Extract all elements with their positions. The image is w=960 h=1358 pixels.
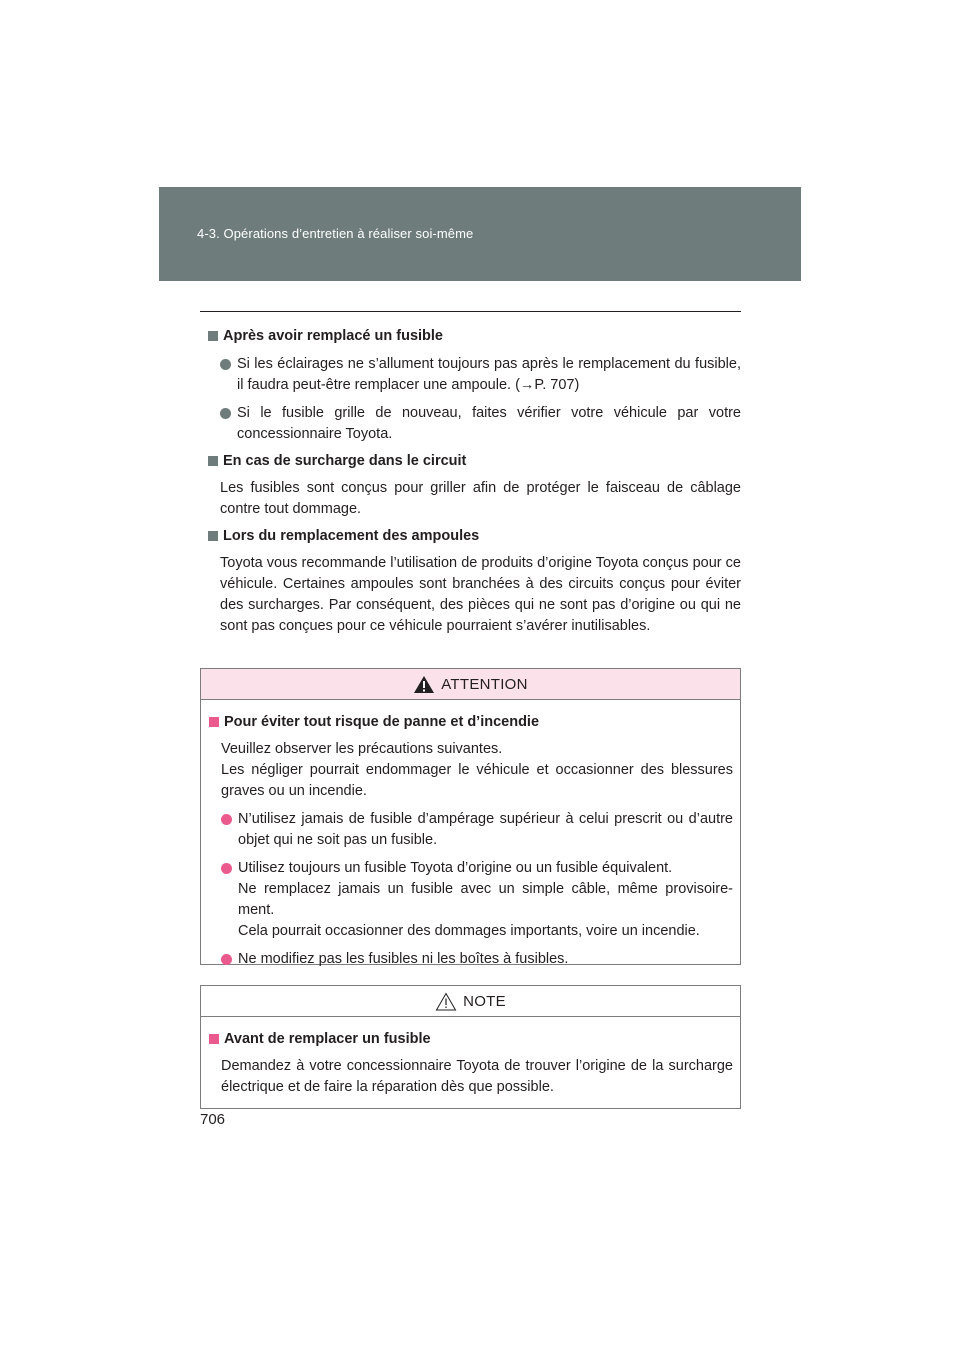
page-number: 706 <box>200 1111 226 1128</box>
section-text: Les fusibles sont conçus pour griller afin de protéger le faisceau de câblage contre tout dommage. <box>220 480 741 517</box>
section-bulb-replacement <box>200 526 741 637</box>
note-title: NOTE <box>463 992 506 1010</box>
note-box <box>200 985 741 1109</box>
list-item: Si les éclairages ne s’allument toujours pas après le remplacement du fusible, il faudra peut-être remplacer une ampoule. (→P. 707) <box>200 354 741 396</box>
square-bullet-icon <box>208 531 218 541</box>
list-item: N’utilisez jamais de fusible d’ampérage supérieur à celui prescrit ou d’autre objet qui ne soit pas un fusible. <box>201 809 733 851</box>
round-bullet-icon <box>221 954 232 965</box>
section-heading: En cas de surcharge dans le circuit <box>200 451 741 472</box>
attention-box <box>200 668 741 965</box>
list-item: Utilisez toujours un fusible Toyota d’origine ou un fusible équivalent. Ne remplacez jamais un fusible avec un simple câble, même provisoire-ment. Cela pourrait occasionner des dommages importants, voire un incendie. <box>201 858 733 942</box>
square-bullet-icon <box>208 331 218 341</box>
note-body <box>201 1017 740 1098</box>
section-text: Toyota vous recommande l’utilisation de produits d’origine Toyota conçus pour ce véhicule. Certaines ampoules sont branchées à des circuits conçus pour éviter des surcharges. Par conséquent, des pièces qui ne sont pas d’origine ou qui ne sont pas conçues pour ce véhicule pourraient s’avérer inutilisables. <box>220 555 741 634</box>
main-content <box>200 326 741 643</box>
attention-intro: Veuillez observer les précautions suivantes. Les négliger pourrait endommager le véhicule et occasionner des blessures graves ou un incendie. <box>221 741 733 799</box>
section-after-replacing-fuse <box>200 326 741 445</box>
section-heading: Lors du remplacement des ampoules <box>200 526 741 547</box>
attention-title-bar <box>201 669 740 700</box>
warning-triangle-icon <box>413 675 435 694</box>
attention-heading: Pour éviter tout risque de panne et d’incendie <box>201 712 733 733</box>
square-bullet-icon <box>209 717 219 727</box>
section-header-band <box>159 187 801 281</box>
caution-triangle-icon <box>435 992 457 1011</box>
section-heading: Après avoir remplacé un fusible <box>200 326 741 347</box>
note-title-bar <box>201 986 740 1017</box>
round-bullet-icon <box>220 359 231 370</box>
square-bullet-icon <box>208 456 218 466</box>
list-item: Ne modifiez pas les fusibles ni les boîtes à fusibles. <box>201 949 733 970</box>
top-divider <box>200 311 741 312</box>
round-bullet-icon <box>221 814 232 825</box>
attention-title: ATTENTION <box>441 675 528 693</box>
round-bullet-icon <box>220 408 231 419</box>
section-title: 4-3. Opérations d’entretien à réaliser soi-même <box>197 226 474 241</box>
attention-body <box>201 700 740 970</box>
section-circuit-overload <box>200 451 741 520</box>
square-bullet-icon <box>209 1034 219 1044</box>
list-item: Si le fusible grille de nouveau, faites vérifier votre véhicule par votre concessionnaire Toyota. <box>200 403 741 445</box>
round-bullet-icon <box>221 863 232 874</box>
note-text: Demandez à votre concessionnaire Toyota de trouver l’origine de la surcharge électrique et de faire la réparation dès que possible. <box>221 1058 733 1095</box>
note-heading: Avant de remplacer un fusible <box>201 1029 733 1050</box>
